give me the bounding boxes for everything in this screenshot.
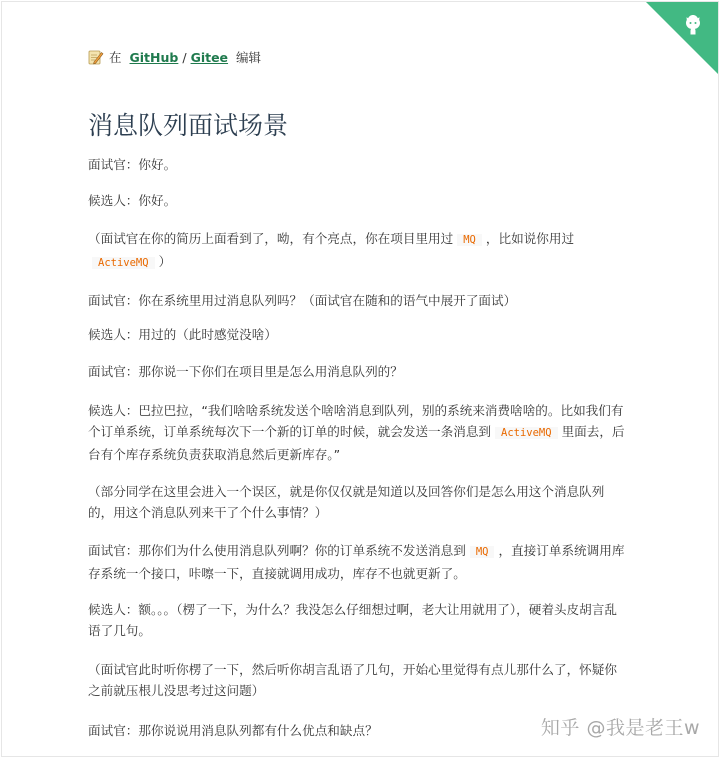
- paragraph: 面试官：你在系统里用过消息队列吗？（面试官在随和的语气中展开了面试）: [88, 293, 517, 308]
- paragraph: [88, 228, 574, 274]
- inline-code: MQ: [457, 234, 482, 246]
- paragraph: 面试官：那你说说用消息队列都有什么优点和缺点？: [88, 723, 378, 738]
- paragraph-text: ，直接订单系统调用库存系统一个接口，咔嚓一下，直接就调用成功，库存不也就更新了。: [88, 543, 625, 581]
- pencil-memo-icon: [88, 49, 104, 65]
- paragraph: [88, 400, 628, 465]
- github-link[interactable]: GitHub: [129, 49, 179, 65]
- paragraph: 候选人：额。。。（楞了一下，为什么？我没怎么仔细想过啊，老大让用就用了），硬着头皮胡言乱语了几句。: [88, 602, 617, 638]
- paragraph: （部分同学在这里会进入一个误区，就是你仅仅就是知道以及回答你们是怎么用这个消息队列的，用这个消息队列来干了个什么事情？）: [88, 484, 605, 520]
- paragraph-text: 里面去，后台有个库存系统负责获取消息然后更新库存。”: [88, 424, 625, 462]
- gitee-link[interactable]: Gitee: [190, 49, 229, 65]
- paragraph-text: ）: [158, 254, 172, 269]
- inline-code: ActiveMQ: [495, 427, 558, 439]
- edit-prefix: 在: [109, 50, 122, 65]
- paragraph-text: ，比如说你用过: [485, 231, 575, 246]
- page-title: 消息队列面试场景: [88, 111, 289, 140]
- inline-code: MQ: [470, 546, 495, 558]
- zhihu-watermark: 知乎 @我是老王w: [540, 717, 700, 739]
- link-separator: /: [182, 49, 187, 65]
- github-octocat-icon[interactable]: [680, 12, 706, 38]
- document-page: [1, 1, 719, 757]
- paragraph: 候选人：用过的（此时感觉没啥）: [88, 327, 277, 342]
- paragraph-text: 面试官：那你们为什么使用消息队列啊？你的订单系统不发送消息到: [88, 543, 466, 558]
- paragraph-text: 候选人：巴拉巴拉，“我们啥啥系统发送个啥啥消息到队列，别的系统来消费啥啥的。比如我们有个订单系统，订单系统每次下一个新的订单的时候，就会发送一条消息到: [88, 403, 624, 439]
- edit-suffix: 编辑: [236, 50, 262, 65]
- inline-code: ActiveMQ: [92, 257, 155, 269]
- paragraph-text: （面试官在你的简历上面看到了，呦，有个亮点，你在项目里用过: [88, 231, 454, 246]
- paragraph: 面试官：那你说一下你们在项目里是怎么用消息队列的？: [88, 364, 403, 379]
- paragraph: [88, 540, 628, 584]
- paragraph: 候选人：你好。: [88, 193, 177, 208]
- paragraph: （面试官此时听你楞了一下，然后听你胡言乱语了几句，开始心里觉得有点儿那什么了，怀疑你之前就压根儿没思考过这问题）: [88, 662, 617, 698]
- paragraph: 面试官：你好。: [88, 157, 177, 172]
- edit-on-line: [88, 48, 261, 66]
